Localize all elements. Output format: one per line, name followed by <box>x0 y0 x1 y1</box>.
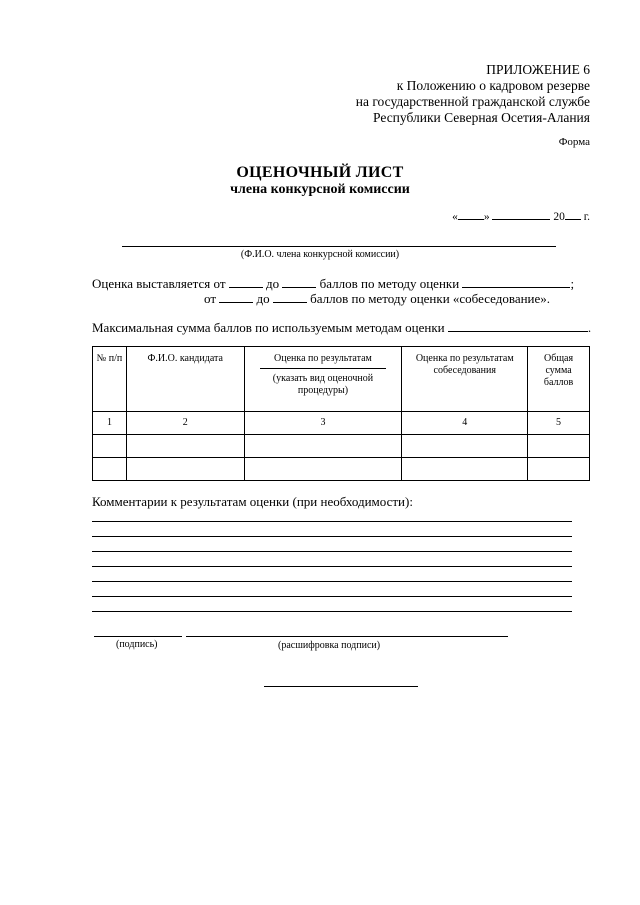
table-header-row <box>93 347 590 412</box>
comment-line[interactable] <box>92 566 572 567</box>
header-total-score: Общая сумма баллов <box>528 347 590 412</box>
header-method-score-bottom: (указать вид оценочной процедуры) <box>272 373 374 396</box>
max-sum-label: Максимальная сумма баллов по используемым методам оценки <box>92 320 445 335</box>
evaluation-table <box>92 346 590 481</box>
appendix-line-2: на государственной гражданской службе <box>355 94 590 109</box>
signature-decode-caption: (расшифровка подписи) <box>278 640 381 651</box>
comment-line[interactable] <box>92 521 572 522</box>
date-year-field[interactable] <box>565 209 581 220</box>
score-to-label: до <box>266 276 280 291</box>
col-number-2: 2 <box>126 412 244 435</box>
table-cell[interactable] <box>528 458 590 481</box>
document-subtitle: члена конкурсной комиссии <box>230 182 410 197</box>
table-cell[interactable] <box>402 435 528 458</box>
appendix-title: ПРИЛОЖЕНИЕ 6 <box>486 62 590 77</box>
table-cell[interactable] <box>244 435 402 458</box>
method-type-field[interactable] <box>260 368 386 369</box>
table-numbering-row <box>93 412 590 435</box>
score-to-field-2[interactable] <box>273 292 307 303</box>
table-cell[interactable] <box>244 458 402 481</box>
header-method-score <box>244 347 402 412</box>
max-sum-field[interactable] <box>448 321 588 332</box>
closing-divider <box>264 686 418 687</box>
score-method-label: баллов по методу оценки <box>319 276 460 291</box>
score-from-label: Оценка выставляется от <box>92 276 226 291</box>
score-interview-label: баллов по методу оценки «собеседование». <box>310 291 551 306</box>
table-row <box>93 435 590 458</box>
max-sum-line <box>92 320 591 336</box>
score-line-end: ; <box>570 276 575 291</box>
score-to-field-1[interactable] <box>282 277 316 288</box>
score-from-label-2: от <box>204 291 217 306</box>
date-open-quote: « <box>452 211 458 223</box>
table-cell[interactable] <box>126 435 244 458</box>
score-from-field-1[interactable] <box>229 277 263 288</box>
date-month-field[interactable] <box>492 209 550 220</box>
max-sum-end: . <box>587 320 592 335</box>
signature-decode-field[interactable] <box>186 636 508 637</box>
signature-caption: (подпись) <box>116 639 158 650</box>
date-year-prefix: 20 <box>553 211 565 223</box>
comments-label: Комментарии к результатам оценки (при необходимости): <box>92 494 413 509</box>
header-method-score-top: Оценка по результатам <box>274 353 372 364</box>
header-number: № п/п <box>93 347 127 412</box>
date-close-quote: » <box>483 211 490 223</box>
member-name-caption: (Ф.И.О. члена конкурсной комиссии) <box>240 249 400 260</box>
col-number-1: 1 <box>93 412 127 435</box>
member-name-field[interactable] <box>122 246 556 247</box>
table-row <box>93 458 590 481</box>
comment-line[interactable] <box>92 611 572 612</box>
comment-line[interactable] <box>92 551 572 552</box>
table-cell[interactable] <box>126 458 244 481</box>
comment-line[interactable] <box>92 536 572 537</box>
signature-field[interactable] <box>94 636 182 637</box>
form-label: Форма <box>558 136 590 148</box>
score-method-field[interactable] <box>462 277 570 288</box>
table-cell[interactable] <box>93 458 127 481</box>
date-line <box>452 209 590 223</box>
header-interview-score: Оценка по результатам собеседования <box>402 347 528 412</box>
score-from-field-2[interactable] <box>219 292 253 303</box>
comment-line[interactable] <box>92 596 572 597</box>
score-to-label-2: до <box>256 291 270 306</box>
score-range-line-1 <box>92 276 574 292</box>
table-cell[interactable] <box>93 435 127 458</box>
col-number-3: 3 <box>244 412 402 435</box>
header-candidate-name: Ф.И.О. кандидата <box>126 347 244 412</box>
date-year-suffix: г. <box>583 211 590 223</box>
col-number-4: 4 <box>402 412 528 435</box>
table-cell[interactable] <box>528 435 590 458</box>
col-number-5: 5 <box>528 412 590 435</box>
date-day-field[interactable] <box>458 209 484 220</box>
appendix-line-3: Республики Северная Осетия-Алания <box>373 110 590 125</box>
table-cell[interactable] <box>402 458 528 481</box>
appendix-line-1: к Положению о кадровом резерве <box>396 78 590 93</box>
appendix-block <box>356 62 590 126</box>
document-title: ОЦЕНОЧНЫЙ ЛИСТ <box>236 164 404 181</box>
comment-line[interactable] <box>92 581 572 582</box>
score-range-line-2 <box>204 291 550 307</box>
